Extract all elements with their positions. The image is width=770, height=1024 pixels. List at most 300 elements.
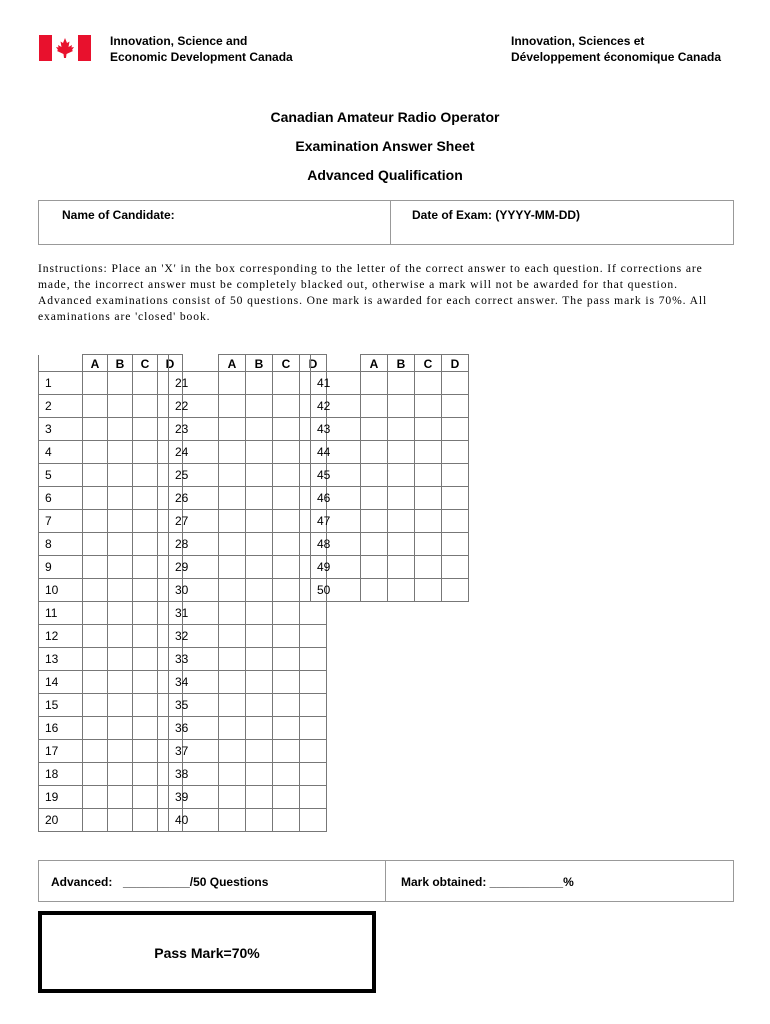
answer-box-b[interactable] bbox=[388, 533, 415, 556]
answer-box-c[interactable] bbox=[133, 671, 158, 694]
answer-row bbox=[39, 372, 183, 395]
question-number: 23 bbox=[169, 418, 219, 441]
answer-box-c[interactable] bbox=[133, 625, 158, 648]
answer-box-d[interactable] bbox=[300, 648, 327, 671]
answer-row bbox=[39, 648, 183, 671]
answer-box-a[interactable] bbox=[83, 717, 108, 740]
answer-box-a[interactable] bbox=[83, 556, 108, 579]
answer-row bbox=[169, 602, 327, 625]
mark-obtained-field[interactable]: Mark obtained: ___________% bbox=[401, 875, 574, 889]
answer-box-a[interactable] bbox=[219, 441, 246, 464]
question-number: 19 bbox=[39, 786, 83, 809]
answer-column-header-d: D bbox=[158, 355, 183, 372]
answer-row bbox=[311, 533, 469, 556]
answer-box-d[interactable] bbox=[300, 625, 327, 648]
answer-box-d[interactable] bbox=[442, 510, 469, 533]
answer-box-c[interactable] bbox=[415, 510, 442, 533]
answer-box-b[interactable] bbox=[246, 648, 273, 671]
answer-box-c[interactable] bbox=[415, 464, 442, 487]
answer-box-c[interactable] bbox=[133, 533, 158, 556]
answer-box-b[interactable] bbox=[108, 418, 133, 441]
question-number: 28 bbox=[169, 533, 219, 556]
answer-box-a[interactable] bbox=[83, 464, 108, 487]
answer-box-b[interactable] bbox=[108, 671, 133, 694]
question-number: 2 bbox=[39, 395, 83, 418]
answer-box-d[interactable] bbox=[442, 487, 469, 510]
answer-box-c[interactable] bbox=[273, 395, 300, 418]
dept-en-line1: Innovation, Science and bbox=[110, 34, 248, 48]
answer-row bbox=[169, 487, 327, 510]
answer-box-a[interactable] bbox=[219, 533, 246, 556]
answer-box-b[interactable] bbox=[246, 395, 273, 418]
answer-box-b[interactable] bbox=[108, 579, 133, 602]
answer-box-c[interactable] bbox=[273, 671, 300, 694]
answer-box-b[interactable] bbox=[246, 372, 273, 395]
answer-row bbox=[169, 556, 327, 579]
answer-box-c[interactable] bbox=[273, 418, 300, 441]
answer-box-b[interactable] bbox=[108, 740, 133, 763]
answer-grid-header-row bbox=[169, 355, 327, 372]
answer-box-b[interactable] bbox=[108, 510, 133, 533]
question-number: 27 bbox=[169, 510, 219, 533]
answer-box-c[interactable] bbox=[133, 418, 158, 441]
answer-row bbox=[169, 717, 327, 740]
answer-box-c[interactable] bbox=[415, 579, 442, 602]
answer-grid-block-3 bbox=[310, 354, 469, 602]
answer-box-b[interactable] bbox=[388, 556, 415, 579]
question-number: 5 bbox=[39, 464, 83, 487]
question-number: 43 bbox=[311, 418, 361, 441]
answer-box-a[interactable] bbox=[219, 602, 246, 625]
answer-row bbox=[39, 763, 183, 786]
answer-box-a[interactable] bbox=[219, 671, 246, 694]
answer-box-d[interactable] bbox=[300, 694, 327, 717]
answer-row bbox=[39, 602, 183, 625]
answer-box-b[interactable] bbox=[388, 487, 415, 510]
question-number: 15 bbox=[39, 694, 83, 717]
answer-grid-block-2 bbox=[168, 354, 327, 832]
question-number: 32 bbox=[169, 625, 219, 648]
answer-box-a[interactable] bbox=[83, 487, 108, 510]
question-number: 11 bbox=[39, 602, 83, 625]
answer-box-b[interactable] bbox=[246, 487, 273, 510]
answer-box-c[interactable] bbox=[133, 464, 158, 487]
answer-box-c[interactable] bbox=[273, 717, 300, 740]
answer-box-c[interactable] bbox=[273, 510, 300, 533]
answer-box-a[interactable] bbox=[83, 648, 108, 671]
answer-box-a[interactable] bbox=[83, 579, 108, 602]
answer-box-c[interactable] bbox=[273, 533, 300, 556]
question-number: 29 bbox=[169, 556, 219, 579]
question-number: 31 bbox=[169, 602, 219, 625]
answer-box-c[interactable] bbox=[133, 648, 158, 671]
answer-box-a[interactable] bbox=[219, 648, 246, 671]
answer-box-c[interactable] bbox=[133, 395, 158, 418]
answer-row bbox=[169, 395, 327, 418]
answer-row bbox=[169, 809, 327, 832]
qualification-title: Advanced Qualification bbox=[307, 167, 463, 183]
answer-box-a[interactable] bbox=[83, 671, 108, 694]
question-number: 18 bbox=[39, 763, 83, 786]
answer-box-a[interactable] bbox=[361, 510, 388, 533]
answer-box-b[interactable] bbox=[108, 809, 133, 832]
answer-box-c[interactable] bbox=[133, 809, 158, 832]
dept-fr-line2: Développement économique Canada bbox=[511, 50, 722, 64]
answer-box-b[interactable] bbox=[246, 740, 273, 763]
answer-box-d[interactable] bbox=[442, 533, 469, 556]
question-number-header bbox=[311, 355, 361, 372]
answer-row bbox=[169, 372, 327, 395]
answer-box-b[interactable] bbox=[108, 556, 133, 579]
answer-row bbox=[311, 487, 469, 510]
answer-box-b[interactable] bbox=[246, 464, 273, 487]
answer-box-a[interactable] bbox=[219, 763, 246, 786]
answer-box-c[interactable] bbox=[273, 763, 300, 786]
answer-box-a[interactable] bbox=[219, 556, 246, 579]
answer-box-c[interactable] bbox=[273, 487, 300, 510]
answer-box-a[interactable] bbox=[83, 809, 108, 832]
answer-row bbox=[39, 717, 183, 740]
question-number: 37 bbox=[169, 740, 219, 763]
answer-box-a[interactable] bbox=[83, 763, 108, 786]
answer-box-d[interactable] bbox=[300, 717, 327, 740]
answer-row bbox=[39, 809, 183, 832]
answer-box-c[interactable] bbox=[273, 809, 300, 832]
question-number: 35 bbox=[169, 694, 219, 717]
answer-box-a[interactable] bbox=[83, 441, 108, 464]
question-number: 12 bbox=[39, 625, 83, 648]
question-number: 38 bbox=[169, 763, 219, 786]
answer-row bbox=[169, 464, 327, 487]
candidate-box-divider bbox=[390, 201, 391, 244]
question-number: 30 bbox=[169, 579, 219, 602]
answer-box-c[interactable] bbox=[415, 533, 442, 556]
answer-box-c[interactable] bbox=[133, 786, 158, 809]
answer-row bbox=[311, 464, 469, 487]
answer-row bbox=[39, 694, 183, 717]
score-box bbox=[38, 860, 734, 902]
answer-box-c[interactable] bbox=[133, 740, 158, 763]
answer-box-d[interactable] bbox=[300, 671, 327, 694]
answer-row bbox=[39, 395, 183, 418]
answer-column-header-b: B bbox=[246, 355, 273, 372]
answer-column-header-c: C bbox=[133, 355, 158, 372]
question-number: 4 bbox=[39, 441, 83, 464]
answer-box-b[interactable] bbox=[246, 625, 273, 648]
answer-box-d[interactable] bbox=[300, 786, 327, 809]
answer-row bbox=[39, 625, 183, 648]
department-name-french bbox=[511, 33, 721, 65]
department-name-english bbox=[110, 33, 293, 65]
answer-box-b[interactable] bbox=[108, 648, 133, 671]
answer-box-a[interactable] bbox=[219, 809, 246, 832]
answer-box-a[interactable] bbox=[361, 533, 388, 556]
answer-box-b[interactable] bbox=[246, 533, 273, 556]
answer-box-a[interactable] bbox=[83, 395, 108, 418]
answer-box-b[interactable] bbox=[246, 717, 273, 740]
answer-box-c[interactable] bbox=[273, 740, 300, 763]
question-number: 16 bbox=[39, 717, 83, 740]
answer-box-b[interactable] bbox=[388, 418, 415, 441]
answer-row bbox=[311, 510, 469, 533]
answer-box-c[interactable] bbox=[415, 418, 442, 441]
answer-row bbox=[169, 740, 327, 763]
answer-grid-block-1 bbox=[38, 354, 183, 832]
question-number: 14 bbox=[39, 671, 83, 694]
answer-box-c[interactable] bbox=[133, 556, 158, 579]
answer-box-a[interactable] bbox=[219, 372, 246, 395]
question-number: 49 bbox=[311, 556, 361, 579]
answer-box-a[interactable] bbox=[83, 602, 108, 625]
answer-column-header-d: D bbox=[442, 355, 469, 372]
answer-row bbox=[39, 556, 183, 579]
answer-box-b[interactable] bbox=[388, 579, 415, 602]
answer-column-header-a: A bbox=[219, 355, 246, 372]
question-number: 45 bbox=[311, 464, 361, 487]
answer-box-a[interactable] bbox=[83, 418, 108, 441]
question-number: 26 bbox=[169, 487, 219, 510]
answer-box-d[interactable] bbox=[442, 556, 469, 579]
answer-box-a[interactable] bbox=[361, 556, 388, 579]
answer-box-c[interactable] bbox=[273, 556, 300, 579]
answer-box-a[interactable] bbox=[83, 740, 108, 763]
question-number: 42 bbox=[311, 395, 361, 418]
answer-row bbox=[311, 418, 469, 441]
answer-row bbox=[311, 372, 469, 395]
answer-box-a[interactable] bbox=[219, 579, 246, 602]
answer-row bbox=[39, 671, 183, 694]
answer-box-c[interactable] bbox=[273, 625, 300, 648]
answer-column-header-a: A bbox=[361, 355, 388, 372]
answer-box-c[interactable] bbox=[415, 395, 442, 418]
questions-score-field[interactable]: __________/50 Questions bbox=[123, 875, 269, 889]
answer-box-a[interactable] bbox=[83, 786, 108, 809]
answer-box-a[interactable] bbox=[219, 694, 246, 717]
document-title: Canadian Amateur Radio Operator bbox=[270, 109, 500, 125]
answer-box-c[interactable] bbox=[133, 717, 158, 740]
answer-box-a[interactable] bbox=[219, 418, 246, 441]
question-number: 9 bbox=[39, 556, 83, 579]
answer-box-a[interactable] bbox=[219, 510, 246, 533]
answer-box-c[interactable] bbox=[133, 441, 158, 464]
answer-row bbox=[39, 786, 183, 809]
answer-box-d[interactable] bbox=[300, 763, 327, 786]
answer-box-a[interactable] bbox=[219, 717, 246, 740]
answer-box-b[interactable] bbox=[388, 464, 415, 487]
answer-grid-header-row bbox=[39, 355, 183, 372]
question-number: 21 bbox=[169, 372, 219, 395]
answer-box-a[interactable] bbox=[361, 418, 388, 441]
question-number: 24 bbox=[169, 441, 219, 464]
answer-box-c[interactable] bbox=[273, 579, 300, 602]
question-number: 1 bbox=[39, 372, 83, 395]
exam-date-field[interactable]: Date of Exam: (YYYY-MM-DD) bbox=[412, 208, 581, 222]
answer-box-b[interactable] bbox=[108, 717, 133, 740]
answer-box-b[interactable] bbox=[246, 579, 273, 602]
dept-fr-line1: Innovation, Sciences et bbox=[511, 34, 645, 48]
question-number: 13 bbox=[39, 648, 83, 671]
answer-box-b[interactable] bbox=[108, 441, 133, 464]
answer-box-c[interactable] bbox=[415, 487, 442, 510]
answer-box-a[interactable] bbox=[219, 395, 246, 418]
answer-box-b[interactable] bbox=[108, 395, 133, 418]
question-number: 39 bbox=[169, 786, 219, 809]
answer-box-a[interactable] bbox=[219, 464, 246, 487]
answer-row bbox=[169, 763, 327, 786]
question-number: 33 bbox=[169, 648, 219, 671]
pass-mark-box bbox=[38, 911, 376, 993]
question-number: 17 bbox=[39, 740, 83, 763]
score-box-divider bbox=[385, 861, 386, 901]
answer-box-a[interactable] bbox=[219, 740, 246, 763]
answer-column-header-a: A bbox=[83, 355, 108, 372]
answer-row bbox=[39, 533, 183, 556]
answer-box-a[interactable] bbox=[361, 579, 388, 602]
question-number-header bbox=[39, 355, 83, 372]
answer-box-b[interactable] bbox=[388, 510, 415, 533]
answer-column-header-b: B bbox=[108, 355, 133, 372]
answer-box-d[interactable] bbox=[442, 579, 469, 602]
answer-box-d[interactable] bbox=[442, 464, 469, 487]
answer-box-b[interactable] bbox=[108, 602, 133, 625]
answer-column-header-b: B bbox=[388, 355, 415, 372]
answer-box-d[interactable] bbox=[442, 441, 469, 464]
question-number: 22 bbox=[169, 395, 219, 418]
answer-box-b[interactable] bbox=[246, 809, 273, 832]
answer-row bbox=[39, 740, 183, 763]
answer-box-b[interactable] bbox=[108, 786, 133, 809]
answer-column-header-d: D bbox=[300, 355, 327, 372]
question-number: 41 bbox=[311, 372, 361, 395]
answer-box-b[interactable] bbox=[108, 464, 133, 487]
answer-box-a[interactable] bbox=[361, 372, 388, 395]
pass-mark-text: Pass Mark=70% bbox=[154, 945, 260, 961]
answer-box-b[interactable] bbox=[108, 372, 133, 395]
answer-box-c[interactable] bbox=[273, 648, 300, 671]
answer-box-c[interactable] bbox=[133, 602, 158, 625]
answer-row bbox=[39, 487, 183, 510]
answer-box-d[interactable] bbox=[300, 809, 327, 832]
answer-box-b[interactable] bbox=[108, 625, 133, 648]
candidate-name-field[interactable]: Name of Candidate: bbox=[62, 208, 175, 222]
answer-row bbox=[311, 441, 469, 464]
answer-box-c[interactable] bbox=[133, 510, 158, 533]
answer-row bbox=[39, 510, 183, 533]
answer-box-d[interactable] bbox=[442, 395, 469, 418]
answer-box-b[interactable] bbox=[108, 533, 133, 556]
answer-box-c[interactable] bbox=[273, 441, 300, 464]
answer-box-d[interactable] bbox=[442, 418, 469, 441]
question-number: 7 bbox=[39, 510, 83, 533]
answer-row bbox=[169, 579, 327, 602]
answer-box-b[interactable] bbox=[246, 602, 273, 625]
answer-box-a[interactable] bbox=[219, 487, 246, 510]
answer-box-a[interactable] bbox=[83, 625, 108, 648]
answer-box-d[interactable] bbox=[442, 372, 469, 395]
answer-box-a[interactable] bbox=[361, 464, 388, 487]
answer-row bbox=[39, 441, 183, 464]
canada-flag-icon bbox=[39, 35, 91, 61]
answer-box-c[interactable] bbox=[415, 556, 442, 579]
answer-box-b[interactable] bbox=[108, 763, 133, 786]
answer-row bbox=[169, 441, 327, 464]
answer-box-d[interactable] bbox=[300, 602, 327, 625]
question-number: 8 bbox=[39, 533, 83, 556]
answer-box-c[interactable] bbox=[133, 372, 158, 395]
answer-box-a[interactable] bbox=[361, 395, 388, 418]
answer-box-c[interactable] bbox=[133, 487, 158, 510]
answer-box-c[interactable] bbox=[273, 694, 300, 717]
answer-box-b[interactable] bbox=[246, 510, 273, 533]
answer-box-a[interactable] bbox=[83, 694, 108, 717]
answer-box-b[interactable] bbox=[246, 763, 273, 786]
answer-box-a[interactable] bbox=[219, 786, 246, 809]
answer-row bbox=[311, 556, 469, 579]
dept-en-line2: Economic Development Canada bbox=[110, 50, 293, 64]
answer-box-c[interactable] bbox=[273, 464, 300, 487]
answer-column-header-c: C bbox=[415, 355, 442, 372]
answer-box-b[interactable] bbox=[246, 694, 273, 717]
document-subtitle: Examination Answer Sheet bbox=[295, 138, 475, 154]
answer-row bbox=[169, 510, 327, 533]
answer-box-c[interactable] bbox=[415, 372, 442, 395]
answer-box-c[interactable] bbox=[273, 372, 300, 395]
answer-row bbox=[169, 625, 327, 648]
answer-row bbox=[39, 579, 183, 602]
question-number: 50 bbox=[311, 579, 361, 602]
question-number: 6 bbox=[39, 487, 83, 510]
answer-box-b[interactable] bbox=[246, 671, 273, 694]
answer-row bbox=[39, 418, 183, 441]
answer-box-b[interactable] bbox=[246, 441, 273, 464]
answer-row bbox=[311, 579, 469, 602]
answer-box-c[interactable] bbox=[133, 694, 158, 717]
question-number: 10 bbox=[39, 579, 83, 602]
answer-box-a[interactable] bbox=[83, 533, 108, 556]
answer-row bbox=[169, 671, 327, 694]
answer-box-c[interactable] bbox=[273, 786, 300, 809]
question-number-header bbox=[169, 355, 219, 372]
answer-box-a[interactable] bbox=[219, 625, 246, 648]
answer-box-c[interactable] bbox=[133, 579, 158, 602]
answer-box-c[interactable] bbox=[273, 602, 300, 625]
answer-box-a[interactable] bbox=[361, 487, 388, 510]
instructions-text: Instructions: Place an 'X' in the box corresponding to the letter of the correct answer to each question. If corrections are made, the incorrect answer must be completely blacked out, otherwise a mark will not be awarded for that question. Advanced examinations consist of 50 questions. One mark is awarded for each correct answer. The pass mark is 70%. All examinations are 'closed' book. bbox=[38, 262, 708, 323]
answer-box-d[interactable] bbox=[300, 740, 327, 763]
answer-box-a[interactable] bbox=[83, 510, 108, 533]
question-number: 47 bbox=[311, 510, 361, 533]
answer-box-b[interactable] bbox=[108, 487, 133, 510]
answer-box-b[interactable] bbox=[388, 441, 415, 464]
answer-box-a[interactable] bbox=[83, 372, 108, 395]
question-number: 48 bbox=[311, 533, 361, 556]
answer-box-a[interactable] bbox=[361, 441, 388, 464]
answer-box-c[interactable] bbox=[133, 763, 158, 786]
answer-box-b[interactable] bbox=[108, 694, 133, 717]
answer-row bbox=[169, 533, 327, 556]
answer-box-b[interactable] bbox=[246, 786, 273, 809]
question-number: 44 bbox=[311, 441, 361, 464]
question-number: 20 bbox=[39, 809, 83, 832]
answer-box-b[interactable] bbox=[388, 395, 415, 418]
answer-row bbox=[169, 786, 327, 809]
answer-box-b[interactable] bbox=[388, 372, 415, 395]
answer-box-c[interactable] bbox=[415, 441, 442, 464]
answer-box-b[interactable] bbox=[246, 556, 273, 579]
answer-column-header-c: C bbox=[273, 355, 300, 372]
answer-box-b[interactable] bbox=[246, 418, 273, 441]
question-number: 25 bbox=[169, 464, 219, 487]
